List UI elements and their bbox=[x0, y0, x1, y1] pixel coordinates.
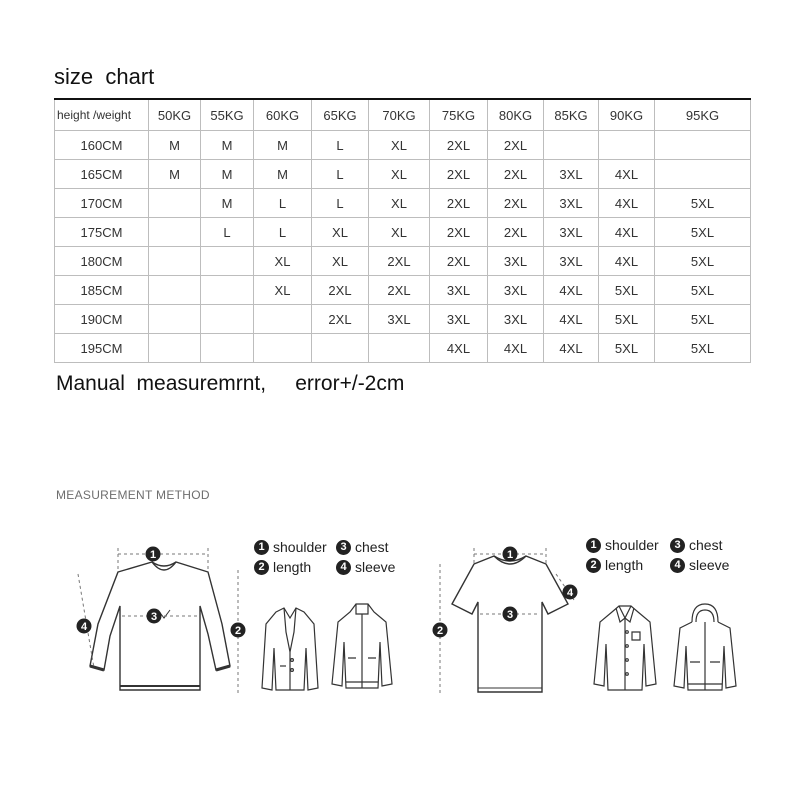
num-3-icon: 3 bbox=[670, 538, 685, 553]
marker-1: 1 bbox=[506, 549, 514, 561]
table-row bbox=[55, 305, 751, 334]
size-table-header bbox=[55, 99, 751, 131]
size-cell: 5XL bbox=[599, 305, 655, 334]
size-cell: 5XL bbox=[599, 334, 655, 363]
size-cell: 3XL bbox=[544, 218, 599, 247]
marker-3: 3 bbox=[506, 609, 514, 621]
table-row bbox=[55, 276, 751, 305]
size-cell: XL bbox=[369, 131, 430, 160]
size-cell bbox=[254, 334, 312, 363]
size-cell: XL bbox=[312, 218, 369, 247]
size-cell bbox=[312, 334, 369, 363]
weight-header: 65KG bbox=[312, 99, 369, 131]
size-cell: 5XL bbox=[655, 218, 751, 247]
size-cell bbox=[201, 276, 254, 305]
sweater-measure-figure bbox=[68, 540, 248, 700]
size-cell: 3XL bbox=[488, 247, 544, 276]
height-cell: 195CM bbox=[55, 334, 149, 363]
tshirt-measure-figure bbox=[430, 540, 590, 700]
size-cell: 5XL bbox=[655, 305, 751, 334]
size-cell: 4XL bbox=[544, 334, 599, 363]
size-cell bbox=[149, 334, 201, 363]
size-cell: 5XL bbox=[655, 334, 751, 363]
height-cell: 175CM bbox=[55, 218, 149, 247]
weight-header: 60KG bbox=[254, 99, 312, 131]
legend-label: sleeve bbox=[355, 559, 396, 575]
legend-item-chest bbox=[670, 537, 722, 553]
size-cell bbox=[655, 131, 751, 160]
legend-label: shoulder bbox=[605, 537, 659, 553]
table-row bbox=[55, 189, 751, 218]
size-cell: 2XL bbox=[430, 247, 488, 276]
hoodie-icon bbox=[670, 602, 740, 696]
size-cell: 4XL bbox=[544, 276, 599, 305]
size-cell: 4XL bbox=[599, 247, 655, 276]
legend-label: shoulder bbox=[273, 539, 327, 555]
measurement-method-title: MEASUREMENT METHOD bbox=[56, 488, 210, 502]
size-cell: 4XL bbox=[599, 160, 655, 189]
marker-1: 1 bbox=[149, 549, 157, 561]
size-cell bbox=[254, 305, 312, 334]
size-cell: M bbox=[254, 131, 312, 160]
num-4-icon: 4 bbox=[670, 558, 685, 573]
size-cell: 5XL bbox=[655, 189, 751, 218]
legend-label: chest bbox=[689, 537, 723, 553]
size-cell: 5XL bbox=[599, 276, 655, 305]
marker-3: 3 bbox=[150, 611, 158, 623]
size-cell: 3XL bbox=[544, 160, 599, 189]
size-cell bbox=[544, 131, 599, 160]
legend-item-length bbox=[586, 557, 643, 573]
size-cell: 2XL bbox=[430, 131, 488, 160]
size-chart-title: size chart bbox=[54, 64, 155, 89]
size-cell bbox=[201, 247, 254, 276]
table-row bbox=[55, 334, 751, 363]
size-cell: 2XL bbox=[312, 276, 369, 305]
size-cell bbox=[149, 305, 201, 334]
num-1-icon: 1 bbox=[254, 540, 269, 555]
size-cell: M bbox=[149, 160, 201, 189]
size-table bbox=[54, 98, 751, 363]
size-cell: 3XL bbox=[544, 247, 599, 276]
size-cell: L bbox=[312, 189, 369, 218]
marker-4: 4 bbox=[80, 621, 88, 633]
size-cell: 4XL bbox=[544, 305, 599, 334]
size-cell: 2XL bbox=[488, 131, 544, 160]
size-cell: 4XL bbox=[599, 218, 655, 247]
table-row bbox=[55, 160, 751, 189]
marker-4: 4 bbox=[566, 587, 574, 599]
size-cell: 2XL bbox=[369, 276, 430, 305]
size-cell bbox=[149, 189, 201, 218]
size-cell: 2XL bbox=[488, 160, 544, 189]
weight-header: 55KG bbox=[201, 99, 254, 131]
table-row bbox=[55, 131, 751, 160]
weight-header: 80KG bbox=[488, 99, 544, 131]
size-cell: XL bbox=[369, 160, 430, 189]
table-row bbox=[55, 247, 751, 276]
marker-2: 2 bbox=[234, 625, 242, 637]
size-cell: XL bbox=[254, 247, 312, 276]
height-cell: 165CM bbox=[55, 160, 149, 189]
corner-header: height /weight bbox=[55, 99, 149, 131]
marker-2: 2 bbox=[436, 625, 444, 637]
size-cell: 3XL bbox=[430, 276, 488, 305]
size-cell: M bbox=[254, 160, 312, 189]
legend-left bbox=[254, 539, 414, 583]
size-cell bbox=[599, 131, 655, 160]
size-cell: M bbox=[201, 131, 254, 160]
size-cell: 3XL bbox=[488, 305, 544, 334]
height-cell: 185CM bbox=[55, 276, 149, 305]
weight-header: 85KG bbox=[544, 99, 599, 131]
size-cell bbox=[201, 334, 254, 363]
num-2-icon: 2 bbox=[586, 558, 601, 573]
size-cell: L bbox=[201, 218, 254, 247]
size-cell: 2XL bbox=[369, 247, 430, 276]
num-4-icon: 4 bbox=[336, 560, 351, 575]
size-cell bbox=[149, 218, 201, 247]
size-cell: XL bbox=[254, 276, 312, 305]
size-cell: 2XL bbox=[430, 189, 488, 218]
legend-item-sleeve bbox=[336, 559, 395, 575]
zip-jacket-icon bbox=[330, 602, 394, 694]
legend-item-shoulder bbox=[254, 539, 327, 555]
size-cell bbox=[149, 276, 201, 305]
height-cell: 190CM bbox=[55, 305, 149, 334]
legend-item-shoulder bbox=[586, 537, 659, 553]
legend-label: length bbox=[605, 557, 644, 573]
size-cell: L bbox=[312, 160, 369, 189]
height-cell: 170CM bbox=[55, 189, 149, 218]
size-cell: 3XL bbox=[430, 305, 488, 334]
size-cell bbox=[369, 334, 430, 363]
size-cell: L bbox=[254, 218, 312, 247]
num-2-icon: 2 bbox=[254, 560, 269, 575]
size-cell: XL bbox=[369, 189, 430, 218]
legend-label: chest bbox=[355, 539, 389, 555]
size-cell: 2XL bbox=[488, 218, 544, 247]
size-cell: 5XL bbox=[655, 276, 751, 305]
legend-label: length bbox=[273, 559, 312, 575]
size-cell: XL bbox=[312, 247, 369, 276]
size-cell: 2XL bbox=[430, 160, 488, 189]
legend-item-sleeve bbox=[670, 557, 729, 573]
size-cell: 5XL bbox=[655, 247, 751, 276]
size-cell: XL bbox=[369, 218, 430, 247]
height-cell: 180CM bbox=[55, 247, 149, 276]
size-cell: 2XL bbox=[312, 305, 369, 334]
weight-header: 95KG bbox=[655, 99, 751, 131]
size-cell bbox=[149, 247, 201, 276]
size-cell bbox=[201, 305, 254, 334]
size-cell: 4XL bbox=[430, 334, 488, 363]
size-cell: M bbox=[201, 160, 254, 189]
size-cell: L bbox=[312, 131, 369, 160]
size-cell: 4XL bbox=[599, 189, 655, 218]
measurement-note: Manual measuremrnt, error+/-2cm bbox=[56, 372, 405, 395]
size-cell: M bbox=[149, 131, 201, 160]
weight-header: 70KG bbox=[369, 99, 430, 131]
size-cell: 3XL bbox=[488, 276, 544, 305]
legend-item-length bbox=[254, 559, 311, 575]
legend-item-chest bbox=[336, 539, 388, 555]
size-cell: L bbox=[254, 189, 312, 218]
size-cell: M bbox=[201, 189, 254, 218]
size-cell: 2XL bbox=[488, 189, 544, 218]
table-row bbox=[55, 218, 751, 247]
shirt-icon bbox=[592, 604, 658, 694]
size-cell: 4XL bbox=[488, 334, 544, 363]
blazer-icon bbox=[258, 604, 322, 694]
num-3-icon: 3 bbox=[336, 540, 351, 555]
height-cell: 160CM bbox=[55, 131, 149, 160]
weight-header: 90KG bbox=[599, 99, 655, 131]
num-1-icon: 1 bbox=[586, 538, 601, 553]
legend-right bbox=[586, 537, 746, 581]
legend-label: sleeve bbox=[689, 557, 730, 573]
weight-header: 75KG bbox=[430, 99, 488, 131]
size-cell bbox=[655, 160, 751, 189]
size-cell: 2XL bbox=[430, 218, 488, 247]
weight-header: 50KG bbox=[149, 99, 201, 131]
size-cell: 3XL bbox=[544, 189, 599, 218]
size-cell: 3XL bbox=[369, 305, 430, 334]
